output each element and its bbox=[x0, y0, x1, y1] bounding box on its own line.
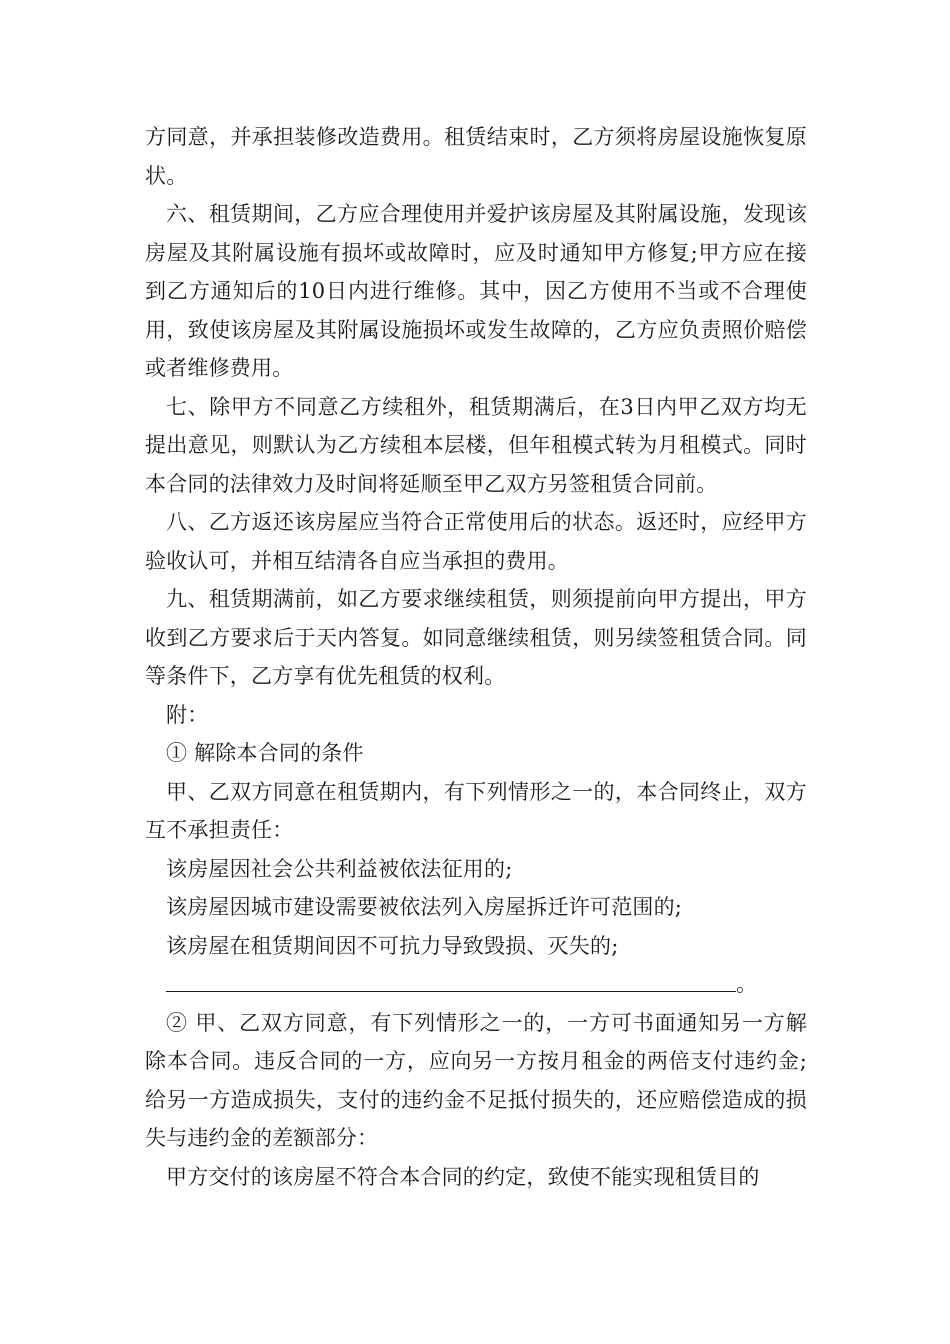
paragraph-condition-one-item-b: 该房屋因城市建设需要被依法列入房屋拆迁许可范围的; bbox=[166, 895, 683, 919]
paragraph-attachment-label: 附： bbox=[166, 702, 209, 727]
paragraph-condition-two: ② 甲、乙双方同意，有下列情形之一的，一方可书面通知另一方解除本合同。违反合同的一方，应向另一方按月租金的两倍支付违约金;给另一方造成损失，支付的违约金不足抵付损失的，还应赔偿造成的损失与违约金的差额部分： bbox=[145, 1010, 807, 1150]
paragraph-clause-nine: 九、租赁期满前，如乙方要求继续租赁，则须提前向甲方提出，甲方收到乙方要求后于天内答复。如同意继续租赁，则另续签租赁合同。同等条件下，乙方享有优先租赁的权利。 bbox=[145, 587, 807, 688]
paragraph-condition-one-item-c: 该房屋在租赁期间因不可抗力导致毁损、灭失的; bbox=[166, 933, 619, 958]
paragraph-continued: 方同意，并承担装修改造费用。租赁结束时，乙方须将房屋设施恢复原状。 bbox=[145, 125, 807, 188]
blank-underline bbox=[166, 965, 736, 992]
paragraph-clause-eight: 八、乙方返还该房屋应当符合正常使用后的状态。返还时，应经甲方验收认可，并相互结清各自应当承担的费用。 bbox=[145, 510, 807, 573]
paragraph-condition-two-item-a: 甲方交付的该房屋不符合本合同的约定，致使不能实现租赁目的 bbox=[166, 1164, 760, 1189]
fill-in-blank-line bbox=[145, 965, 807, 1004]
document-body bbox=[145, 118, 807, 1196]
paragraph-condition-one-item-a: 该房屋因社会公共利益被依法征用的; bbox=[166, 856, 513, 881]
paragraph-condition-one-body: 甲、乙双方同意在租赁期内，有下列情形之一的，本合同终止，双方互不承担责任： bbox=[145, 779, 807, 842]
paragraph-clause-seven: 七、除甲方不同意乙方续租外，租赁期满后，在3日内甲乙双方均无提出意见，则默认为乙方续租本层楼，但年租模式转为月租模式。同时本合同的法律效力及时间将延顺至甲乙双方另签租赁合同前。 bbox=[145, 394, 807, 496]
blank-line-period: 。 bbox=[736, 972, 758, 996]
paragraph-clause-six: 六、租赁期间，乙方应合理使用并爱护该房屋及其附属设施，发现该房屋及其附属设施有损坏或故障时，应及时通知甲方修复;甲方应在接到乙方通知后的10日内进行维修。其中，因乙方使用不当或不合理使用，致使该房屋及其附属设施损坏或发生故障的，乙方应负责照价赔偿或者维修费用。 bbox=[145, 202, 807, 380]
paragraph-condition-one-title: ① 解除本合同的条件 bbox=[166, 741, 364, 765]
